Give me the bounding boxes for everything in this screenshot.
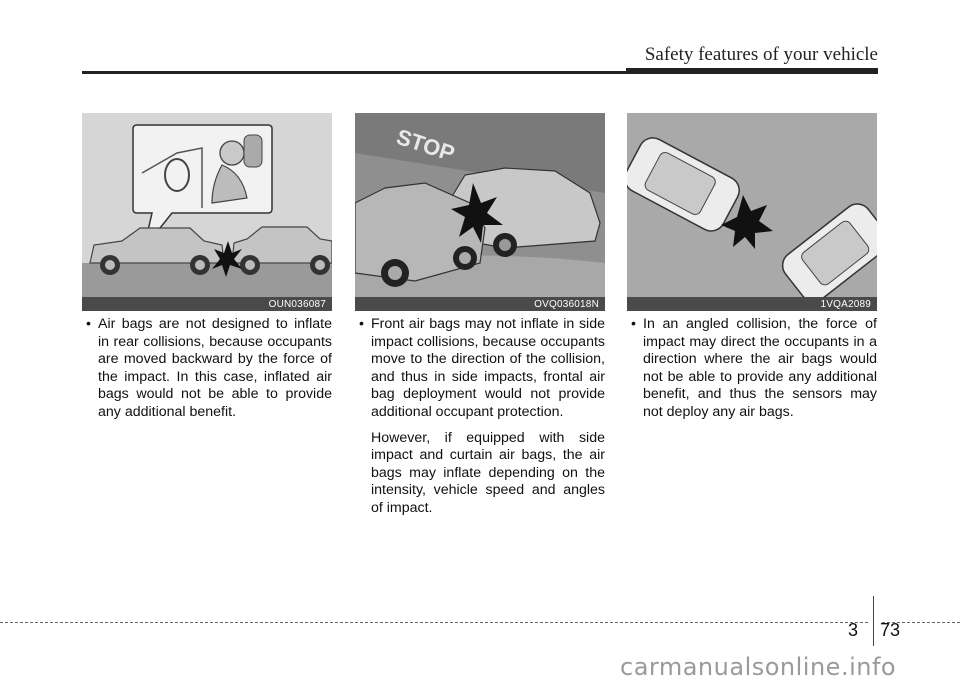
bullet-mark: •	[359, 316, 364, 332]
header-title: Safety features of your vehicle	[644, 44, 878, 65]
bullet-item	[355, 316, 605, 422]
chapter-number: 3	[848, 620, 859, 640]
footer-rule	[0, 622, 868, 623]
header-rule	[82, 71, 878, 74]
stop-road-marking: STOP	[393, 123, 458, 167]
footer-divider	[873, 596, 874, 646]
rear-collision-illustration	[82, 113, 332, 311]
bullet-text: Front air bags may not inflate in side impact collisions, because occupants move to the direction of the collision, and thus in side impacts, frontal air bag deployment would not provide additional occupant protection.	[371, 316, 605, 420]
bullet-text: In an angled collision, the force of impact may direct the occupants in a direction where the air bags would not be able to provide any additional benefit, and thus the sensors may not deploy any air bags.	[643, 316, 877, 420]
figure-rear-collision	[82, 113, 332, 311]
column-side-impact	[355, 316, 605, 518]
angled-collision-illustration	[627, 113, 877, 311]
page-number: 73	[880, 620, 901, 640]
figure-angled-collision	[627, 113, 877, 311]
side-impact-illustration	[355, 113, 605, 311]
bullet-text: Air bags are not designed to inflate in rear collisions, because occupants are moved backward by the force of the impact. In this case, inflated air bags would not be able to provide any additional benefit.	[98, 316, 332, 420]
bullet-item	[82, 316, 332, 422]
figure-code: 1VQA2089	[820, 299, 871, 310]
bullet-mark: •	[631, 316, 636, 332]
side-airbag-note: However, if equipped with side impact and curtain air bags, the air bags may inflate depending on the intensity, vehicle speed and angles of impact.	[371, 429, 605, 516]
bullet-mark: •	[86, 316, 91, 332]
figure-code: OVQ036018N	[534, 299, 599, 310]
watermark: carmanualsonline.info	[620, 653, 897, 681]
figure-code: OUN036087	[268, 299, 326, 310]
bullet-item	[627, 316, 877, 422]
figure-side-impact	[355, 113, 605, 311]
column-rear-collision	[82, 316, 332, 422]
column-angled-collision	[627, 316, 877, 422]
